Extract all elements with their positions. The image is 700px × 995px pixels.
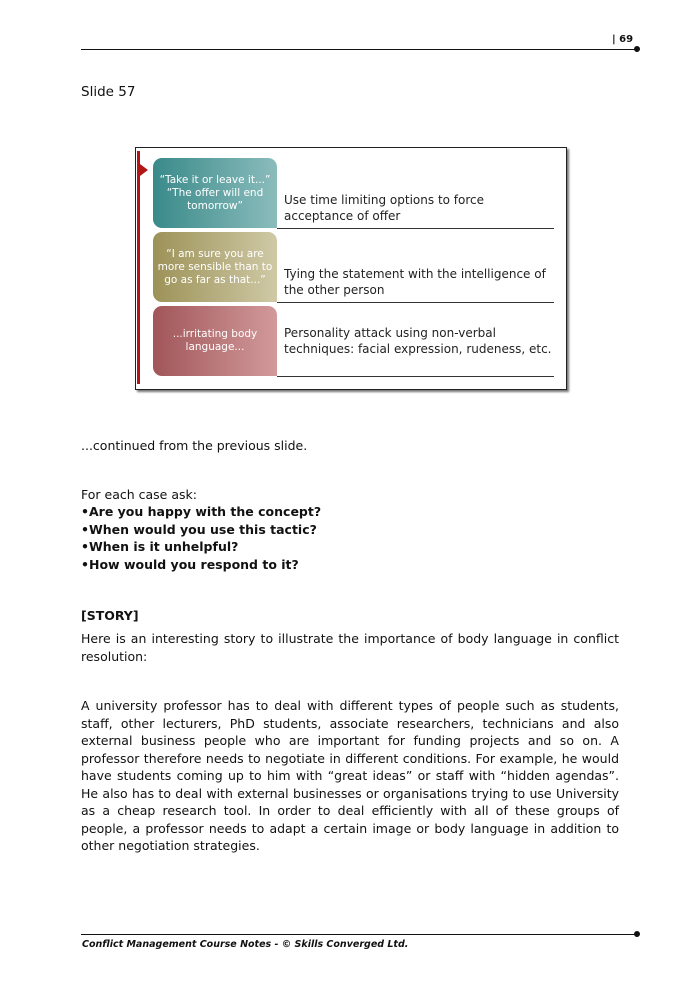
row-divider-2 bbox=[277, 302, 554, 303]
slide-arrow-icon bbox=[140, 164, 148, 176]
story-body: A university professor has to deal with different types of people such as students, staff, other lecturers, PhD students, associate researchers, technicians and also external business people who are important for funding projects and so on. A professor therefore needs to negotiate in different conditions. For example, he would have students coming up to him with “great ideas” or staff with “hidden agendas”. He also has to deal with external businesses or organisations trying to use University as a cheap research tool. In order to deal efficiently with all of these groups of people, a professor needs to adapt a certain image or body language in addition to other negotiation strategies. bbox=[81, 698, 619, 853]
ask-intro: For each case ask: bbox=[81, 487, 197, 502]
row-divider-1 bbox=[277, 228, 554, 229]
footer-text: Conflict Management Course Notes - © Skills Converged Ltd. bbox=[82, 939, 409, 950]
tactic-description-3: Personality attack using non-verbal techniques: facial expression, rudeness, etc. bbox=[284, 326, 552, 356]
question-item: •When is it unhelpful? bbox=[81, 539, 239, 554]
tactic-box-1: “Take it or leave it...” “The offer will end tomorrow” bbox=[153, 158, 277, 228]
page-number: | 69 bbox=[612, 34, 634, 45]
slide-title: Slide 57 bbox=[81, 84, 136, 100]
question-item: •How would you respond to it? bbox=[81, 557, 299, 572]
tactic-description-2: Tying the statement with the intelligence of the other person bbox=[284, 267, 546, 297]
story-heading: [STORY] bbox=[81, 608, 139, 623]
story-intro: Here is an interesting story to illustrate the importance of body language in conflict resolution: bbox=[81, 631, 619, 664]
slide-image bbox=[135, 147, 567, 390]
slide-red-bar bbox=[137, 151, 140, 384]
header-rule-dot bbox=[634, 46, 640, 52]
header-rule bbox=[81, 49, 637, 50]
tactic-box-2: “I am sure you are more sensible than to go as far as that...” bbox=[153, 232, 277, 302]
question-item: •When would you use this tactic? bbox=[81, 522, 317, 537]
footer-rule bbox=[81, 934, 637, 935]
footer-rule-dot bbox=[634, 931, 640, 937]
row-divider-3 bbox=[277, 376, 554, 377]
tactic-box-3: ...irritating body language... bbox=[153, 306, 277, 376]
question-item: •Are you happy with the concept? bbox=[81, 504, 322, 519]
continued-note: ...continued from the previous slide. bbox=[81, 438, 308, 453]
tactic-description-1: Use time limiting options to force acceptance of offer bbox=[284, 193, 485, 223]
